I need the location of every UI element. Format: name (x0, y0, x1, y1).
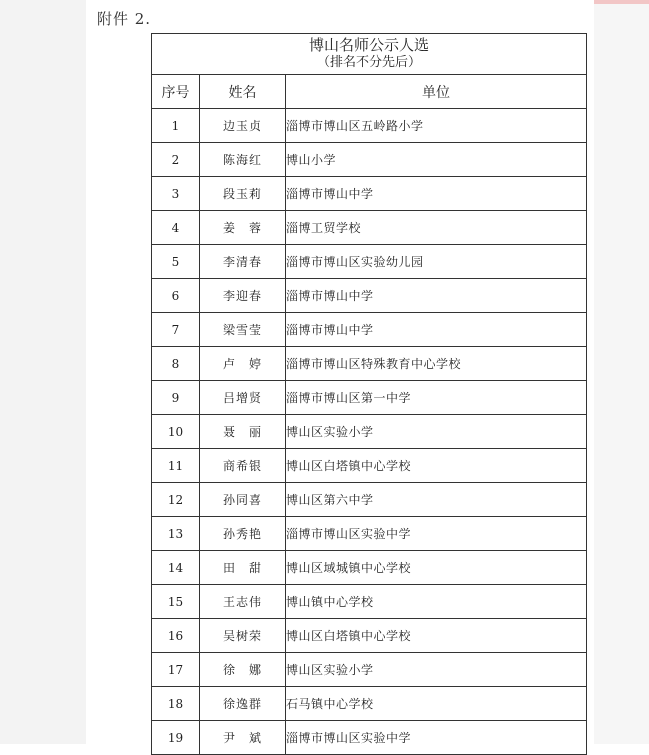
row-name: 徐 娜 (200, 653, 286, 687)
page-margin-right (594, 0, 649, 744)
table-title-row (152, 34, 587, 75)
row-unit: 淄博市博山区第一中学 (286, 381, 587, 415)
row-number: 11 (152, 449, 200, 483)
row-name: 聂 丽 (200, 415, 286, 449)
row-number: 7 (152, 313, 200, 347)
row-name: 陈海红 (200, 143, 286, 177)
row-unit: 博山区白塔镇中心学校 (286, 449, 587, 483)
row-number: 14 (152, 551, 200, 585)
row-unit: 博山区域城镇中心学校 (286, 551, 587, 585)
table-row (152, 483, 587, 517)
table-row (152, 619, 587, 653)
row-number: 12 (152, 483, 200, 517)
row-number: 19 (152, 721, 200, 755)
row-number: 13 (152, 517, 200, 551)
table-row (152, 415, 587, 449)
row-unit: 淄博工贸学校 (286, 211, 587, 245)
row-number: 5 (152, 245, 200, 279)
table-subtitle: （排名不分先后） (317, 55, 422, 70)
table-title-cell (152, 34, 587, 75)
row-name: 吴树荣 (200, 619, 286, 653)
row-number: 1 (152, 109, 200, 143)
row-number: 8 (152, 347, 200, 381)
row-unit: 博山区实验小学 (286, 653, 587, 687)
row-unit: 博山区白塔镇中心学校 (286, 619, 587, 653)
header-unit: 单位 (286, 75, 587, 109)
row-name: 孙秀艳 (200, 517, 286, 551)
row-number: 16 (152, 619, 200, 653)
row-name: 田 甜 (200, 551, 286, 585)
row-number: 6 (152, 279, 200, 313)
row-unit: 淄博市博山区特殊教育中心学校 (286, 347, 587, 381)
table-row (152, 517, 587, 551)
row-unit: 博山小学 (286, 143, 587, 177)
table-title: 博山名师公示人选 (309, 36, 430, 54)
row-name: 王志伟 (200, 585, 286, 619)
row-unit: 淄博市博山中学 (286, 313, 587, 347)
table-row (152, 381, 587, 415)
row-unit: 淄博市博山区实验中学 (286, 517, 587, 551)
table-row (152, 177, 587, 211)
row-name: 姜 蓉 (200, 211, 286, 245)
table-row (152, 279, 587, 313)
row-name: 尹 斌 (200, 721, 286, 755)
row-name: 徐逸群 (200, 687, 286, 721)
row-name: 吕增贤 (200, 381, 286, 415)
row-number: 9 (152, 381, 200, 415)
row-number: 3 (152, 177, 200, 211)
table-row (152, 109, 587, 143)
table-header-row (152, 75, 587, 109)
header-name: 姓名 (200, 75, 286, 109)
table-row (152, 721, 587, 755)
row-number: 4 (152, 211, 200, 245)
table-row (152, 551, 587, 585)
header-number: 序号 (152, 75, 200, 109)
row-number: 17 (152, 653, 200, 687)
row-unit: 博山镇中心学校 (286, 585, 587, 619)
row-name: 李清春 (200, 245, 286, 279)
table-row (152, 585, 587, 619)
row-name: 卢 婷 (200, 347, 286, 381)
table-row (152, 143, 587, 177)
row-number: 18 (152, 687, 200, 721)
table-row (152, 687, 587, 721)
table-row (152, 313, 587, 347)
row-name: 商希银 (200, 449, 286, 483)
table-body (152, 109, 587, 755)
row-number: 10 (152, 415, 200, 449)
attachment-label: 附件 2. (97, 10, 152, 28)
row-unit: 博山区实验小学 (286, 415, 587, 449)
row-unit: 淄博市博山中学 (286, 177, 587, 211)
row-name: 边玉贞 (200, 109, 286, 143)
teacher-roster-table (151, 33, 587, 755)
row-unit: 石马镇中心学校 (286, 687, 587, 721)
row-number: 2 (152, 143, 200, 177)
table-row (152, 245, 587, 279)
row-number: 15 (152, 585, 200, 619)
row-name: 李迎春 (200, 279, 286, 313)
page-margin-left (0, 0, 86, 744)
row-unit: 淄博市博山区五岭路小学 (286, 109, 587, 143)
table-row (152, 653, 587, 687)
row-unit: 淄博市博山区实验中学 (286, 721, 587, 755)
row-unit: 淄博市博山中学 (286, 279, 587, 313)
table-row (152, 347, 587, 381)
corner-mark (594, 0, 649, 4)
table-row (152, 211, 587, 245)
row-unit: 博山区第六中学 (286, 483, 587, 517)
row-unit: 淄博市博山区实验幼儿园 (286, 245, 587, 279)
row-name: 段玉莉 (200, 177, 286, 211)
row-name: 梁雪莹 (200, 313, 286, 347)
row-name: 孙同喜 (200, 483, 286, 517)
table-row (152, 449, 587, 483)
